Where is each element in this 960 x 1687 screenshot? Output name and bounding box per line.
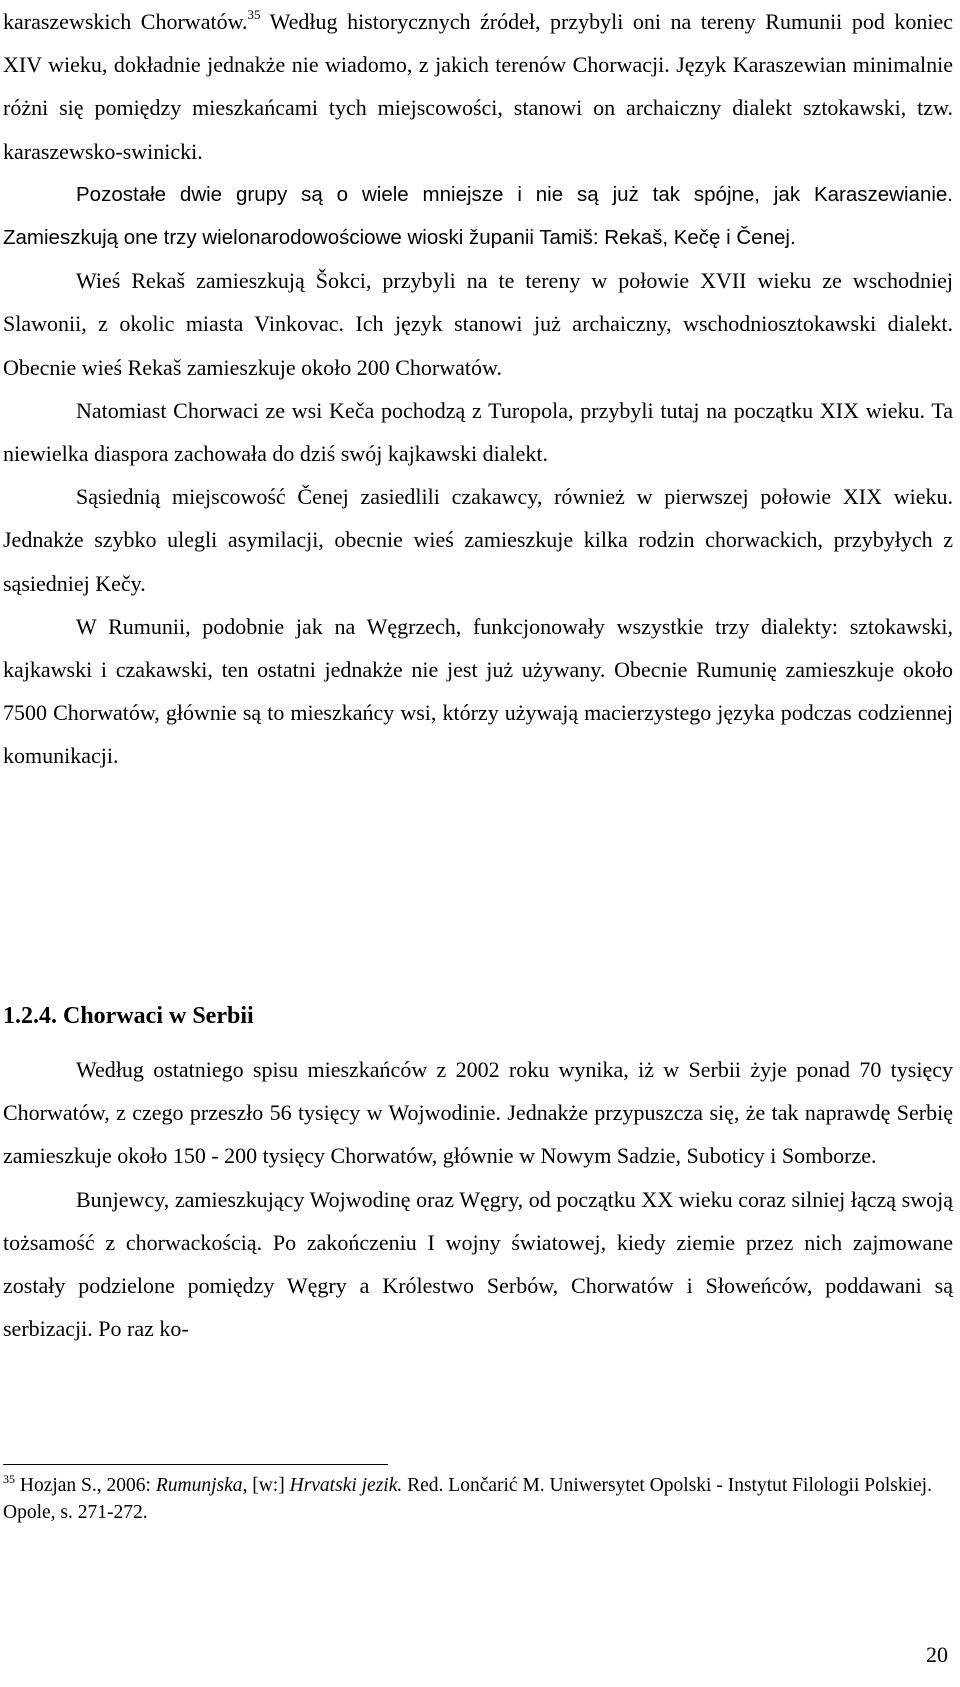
paragraph-4: Natomiast Chorwaci ze wsi Keča pochodzą z Turopola, przybyli tutaj na początku XIX wieku. Ta niewielka diaspora zachowała do dziś swój kajkawski dialekt. — [3, 397, 953, 467]
paragraph-2: Pozostałe dwie grupy są o wiele mniejsze i nie są już tak spójne, jak Karaszewianie. Zamieszkują one trzy wielonarodowościowe wioski županii Tamiš: Rekaš, Kečę i Čenej. — [3, 182, 953, 250]
section-heading: 1.2.4. Chorwaci w Serbii — [3, 1003, 254, 1029]
paragraph-1-start: karaszewskich Chorwatów. — [3, 9, 248, 34]
paragraph-6: W Rumunii, podobnie jak na Węgrzech, funkcjonowały wszystkie trzy dialekty: sztokawski, kajkawski i czakawski, ten ostatni jednakże nie jest już używany. Obecnie Rumunię zamieszkuje około 7500 Chorwatów, głównie są to mieszkańcy wsi, którzy używają macierzystego języka podczas codziennej komunikacji. — [3, 613, 953, 769]
footnote-title: Rumunjska — [155, 1475, 243, 1496]
paragraph-1 — [3, 0, 953, 173]
footnote-in-label: , [w:] — [242, 1475, 290, 1496]
paragraph-3: Wieś Rekaš zamieszkują Šokci, przybyli na te tereny w połowie XVII wieku ze wschodniej Slawonii, z okolic miasta Vinkovac. Ich język stanowi już archaiczny, wschodniosztokawski dialekt. Obecnie wieś Rekaš zamieszkuje około 200 Chorwatów. — [3, 268, 953, 380]
footnote-source: Hrvatski jezik. — [289, 1475, 403, 1496]
footnote-number: 35 — [3, 1472, 15, 1486]
section-body-text — [3, 1048, 953, 1350]
body-text-block — [3, 0, 953, 778]
footnote — [3, 1472, 953, 1526]
footnote-reference[interactable]: 35 — [247, 7, 261, 22]
section-paragraph-1: Według ostatniego spisu mieszkańców z 2002 roku wynika, iż w Serbii żyje ponad 70 tysięcy Chorwatów, z czego przeszło 56 tysięcy w Wojwodinie. Jednakże przypuszcza się, że tak naprawdę Serbię zamieszkuje około 150 - 200 tysięcy Chorwatów, głównie w Nowym Sadzie, Suboticy i Somborze. — [3, 1057, 953, 1169]
footnote-separator — [3, 1464, 388, 1465]
paragraph-5: Sąsiednią miejscowość Čenej zasiedlili czakawcy, również w pierwszej połowie XIX wieku. Jednakże szybko ulegli asymilacji, obecnie wieś zamieszkuje kilka rodzin chorwackich, przybyłych z sąsiedniej Kečy. — [3, 484, 953, 596]
footnote-rest: Red. Lončarić M. Uniwersytet Opolski - Instytut Filologii Polskiej. Opole, s. 271-272. — [3, 1475, 932, 1523]
footnote-author: Hozjan S., 2006: — [19, 1475, 156, 1496]
paragraph-1-rest: Według historycznych źródeł, przybyli oni na tereny Rumunii pod koniec XIV wieku, dokładnie jednakże nie wiadomo, z jakich terenów Chorwacji. Język Karaszewian minimalnie różni się pomiędzy mieszkańcami tych miejscowości, stanowi on archaiczny dialekt sztokawski, tzw. karaszewsko-swinicki. — [3, 9, 953, 164]
page-number: 20 — [926, 1642, 948, 1667]
section-paragraph-2: Bunjewcy, zamieszkujący Wojwodinę oraz Węgry, od początku XX wieku coraz silniej łączą swoją tożsamość z chorwackością. Po zakończeniu I wojny światowej, kiedy ziemie przez nich zajmowane zostały podzielone pomiędzy Węgry a Królestwo Serbów, Chorwatów i Słoweńców, poddawani są serbizacji. Po raz ko- — [3, 1186, 953, 1342]
